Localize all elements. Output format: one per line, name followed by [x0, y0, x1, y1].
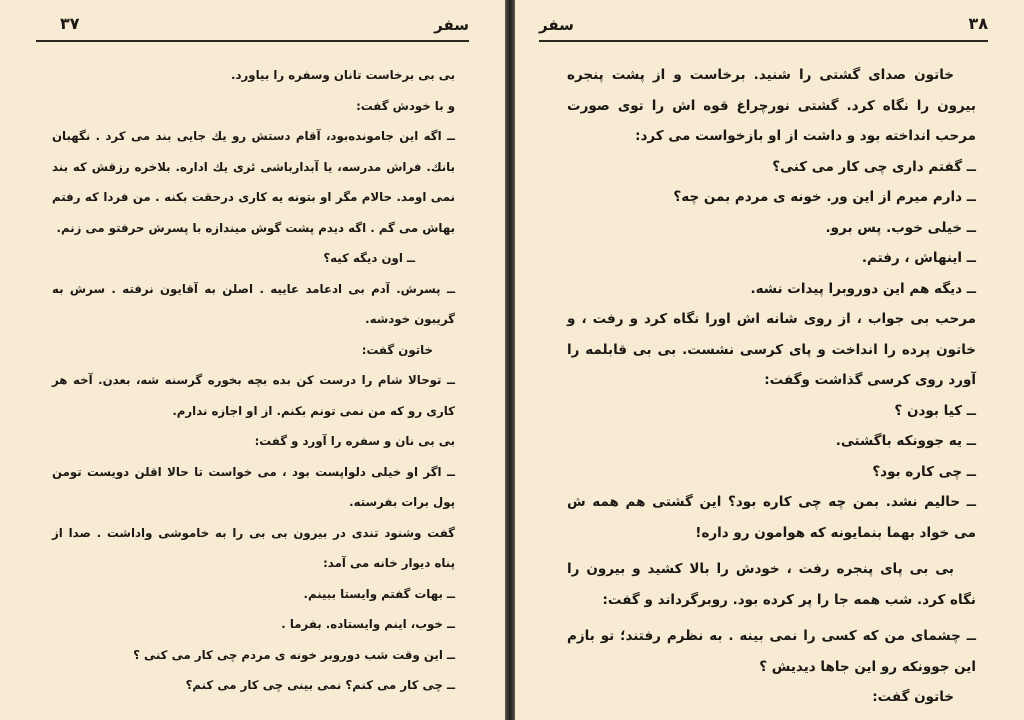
- paragraph: ــ خوب، اینم وایستاده. بفرما .: [281, 617, 455, 631]
- paragraph: ــ چی کاره بود؟: [872, 463, 976, 480]
- paragraph: ــ دارم میرم از این ور. خونه ی مردم بمن چه؟: [673, 189, 976, 205]
- left-page-body: [52, 60, 455, 701]
- paragraph: ــ بهات گفتم وایستا ببینم.: [303, 586, 455, 601]
- right-page-number: ۳۸: [968, 14, 988, 33]
- right-header-rule: [539, 40, 988, 42]
- paragraph: ــ دیگه هم این دوروبرا پیدات نشه.: [750, 280, 976, 297]
- paragraph: خاتون صدای گشتی را شنید. برخاست و از پشت پنجره بیرون را نگاه کرد. گشتی نورچراغ قوه اش را توی صورت مرحب انداخته بود و داشت از او بازخواست می کرد:: [567, 67, 976, 144]
- right-page-header: [539, 14, 988, 38]
- left-page-header: [60, 14, 469, 38]
- paragraph: ــ حالیم نشد. بمن چه چی کاره بود؟ این گشتی هم همه ش می خواد بهما بنمایونه که هوامون رو داره!: [567, 494, 976, 541]
- paragraph: گفت وشنود تندی در بیرون بی بی را به خاموشی واداشت . صدا از پناه دیوار خانه می آمد:: [52, 525, 455, 570]
- left-header-rule: [36, 40, 469, 42]
- paragraph: ــ یه جوونکه باگشتی.: [835, 433, 976, 449]
- paragraph: ــ خیلی خوب. پس برو.: [825, 219, 976, 236]
- paragraph: ــ کیا بودن ؟: [894, 402, 976, 419]
- right-page-body: [567, 60, 976, 713]
- paragraph: ــ این وقت شب دوروبر خونه ی مردم چی کار می کنی ؟: [133, 647, 455, 662]
- paragraph: ــ اینهاش ، رفتم.: [861, 250, 976, 266]
- paragraph: ــ گفتم داری چی کار می کنی؟: [772, 158, 976, 175]
- paragraph: ــ چشمای من که کسی را نمی بینه . به نظرم رفتند؛ تو بازم این جوونکه رو این جاها دیدیش ؟: [567, 628, 976, 675]
- paragraph: مرحب بی جواب ، از روی شانه اش اورا نگاه کرد و رفت ، و خاتون پرده را انداخت و پای کرسی نشست. بی بی قابلمه را آورد روی کرسی گذاشت وگفت:: [567, 311, 976, 388]
- paragraph: خاتون گفت:: [872, 689, 954, 705]
- left-page-running-title: سفر: [434, 16, 469, 34]
- paragraph: ــ اگر او خیلی دلواپست بود ، می خواست تا حالا اقلن دویست تومن پول برات بفرسته.: [52, 464, 455, 509]
- paragraph: و با خودش گفت:: [356, 98, 455, 113]
- paragraph: ــ چی کار می کنم؟ نمی بینی چی کار می کنم؟: [185, 678, 455, 692]
- paragraph: خاتون گفت:: [361, 342, 433, 357]
- paragraph: ــ پسرش. آدم بی ادعامد عاییه . اصلن به آقایون نرفته . سرش به گریبون خودشه.: [52, 281, 455, 326]
- right-page-running-title: سفر: [539, 16, 574, 34]
- paragraph: ــ اگه این جاموندەبود، آقام دستش رو یك جایی بند می کرد . نگهبان بانك. فراش مدرسه، یا آبدارباشی ئری یك اداره. بلاخره رزقش که بند نمی اومد. حالام مگر او بتونه یه کاری درحقت بکنه . من فردا که رفتم بهاش می گم . اگه دیدم پشت گوش میندازه با پسرش حرفتو می زنم.: [52, 129, 455, 235]
- book-gutter: [505, 0, 515, 720]
- paragraph: بی بی برخاست تانان وسفره را بیاورد.: [231, 68, 455, 82]
- left-page: [0, 0, 505, 720]
- paragraph: بی بی نان و سفره را آورد و گفت:: [254, 434, 455, 448]
- right-page: [515, 0, 1024, 720]
- left-page-number: ۳۷: [60, 14, 80, 33]
- paragraph: بی بی پای پنجره رفت ، خودش را بالا کشید و بیرون را نگاه کرد. شب همه جا را پر کرده بود. روبرگرداند و گفت:: [567, 561, 976, 608]
- paragraph: ــ توحالا شام را درست کن بده بچه بخوره گرسنه شه، بعدن. آخه هر کاری رو که من نمی تونم بکنم. از او اجازه ندارم.: [52, 373, 455, 418]
- paragraph: ــ اون دیگه کیه؟: [323, 251, 415, 265]
